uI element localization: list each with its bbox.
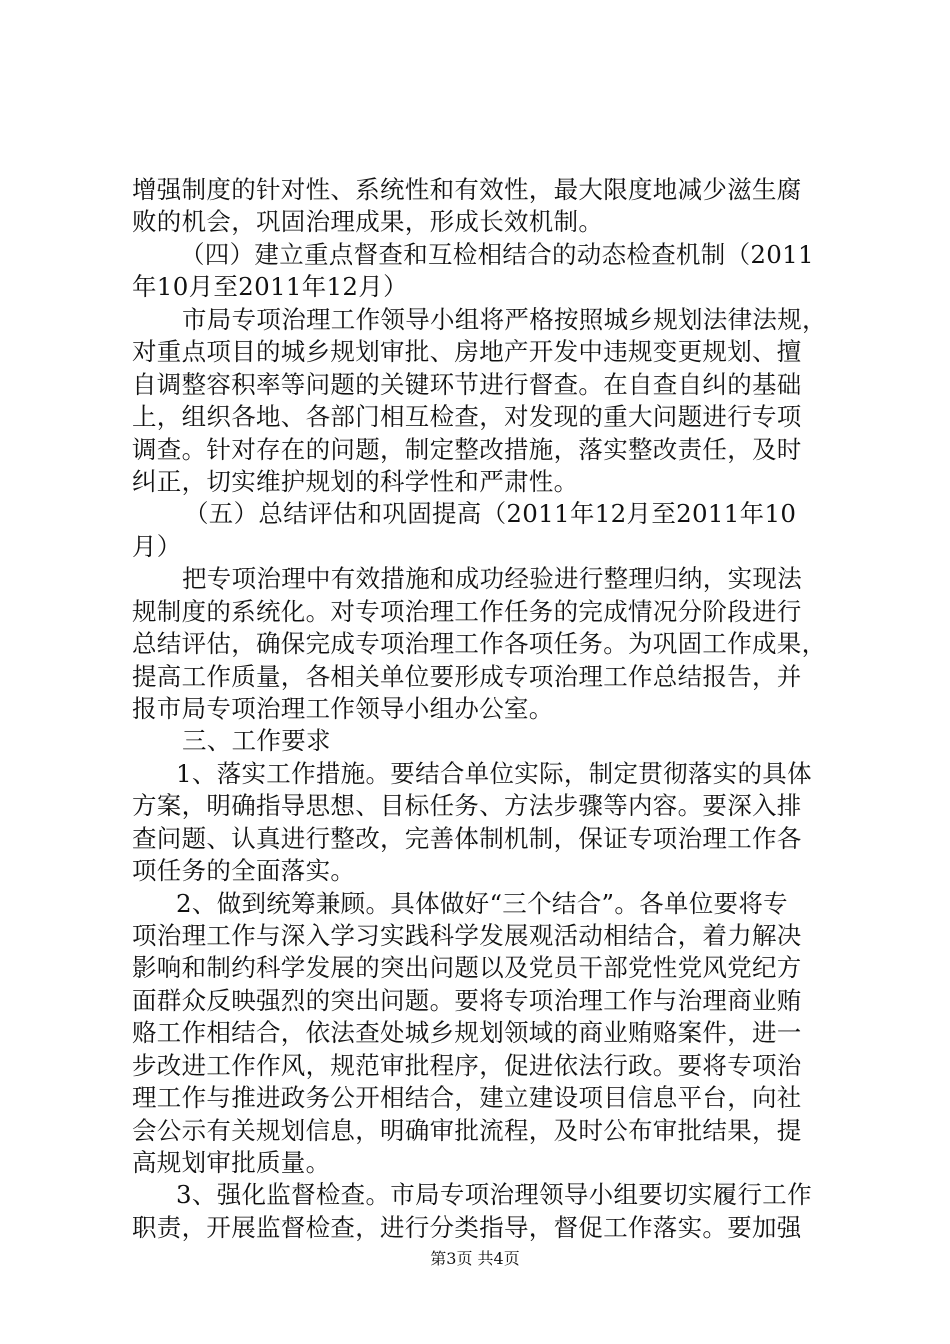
text-line: 高规划审批质量。 [132,1148,331,1177]
text-line: 把专项治理中有效措施和成功经验进行整理归纳，实现法 [182,564,802,593]
text-line: 2、做到统筹兼顾。具体做好“三个结合”。各单位要将专 [176,889,788,918]
text-line: （五）总结评估和巩固提高（2011年12月至2011年10 [184,499,797,528]
text-line: 市局专项治理工作领导小组将严格按照城乡规划法律法规， [182,305,827,334]
text-line: 项任务的全面落实。 [132,856,356,885]
text-line: 败的机会，巩固治理成果，形成长效机制。 [132,207,604,236]
text-line: 总结评估，确保完成专项治理工作各项任务。为巩固工作成果， [132,629,827,658]
text-line: 增强制度的针对性、系统性和有效性，最大限度地减少滋生腐 [132,175,802,204]
text-line: 调查。针对存在的问题，制定整改措施，落实整改责任，及时 [132,435,802,464]
text-line: 自调整容积率等问题的关键环节进行督查。在自查自纠的基础 [132,370,802,399]
text-line: 月） [132,532,182,561]
text-line: 提高工作质量，各相关单位要形成专项治理工作总结报告，并 [132,662,802,691]
text-line: 年10月至2011年12月） [132,272,408,301]
text-line: 查问题、认真进行整改，完善体制机制，保证专项治理工作各 [132,824,802,853]
text-line: 理工作与推进政务公开相结合，建立建设项目信息平台，向社 [132,1083,802,1112]
text-line: 会公示有关规划信息，明确审批流程，及时公布审批结果，提 [132,1116,802,1145]
text-line: 对重点项目的城乡规划审批、房地产开发中违规变更规划、擅 [132,337,802,366]
text-line: （四）建立重点督查和互检相结合的动态检查机制（2011 [180,240,814,269]
text-line: 步改进工作作风，规范审批程序，促进依法行政。要将专项治 [132,1051,802,1080]
page-footer: 第3页 共4页 [430,1249,520,1268]
text-line: 赂工作相结合，依法查处城乡规划领域的商业贿赂案件，进一 [132,1018,802,1047]
text-line: 方案，明确指导思想、目标任务、方法步骤等内容。要深入排 [132,791,802,820]
text-line: 面群众反映强烈的突出问题。要将专项治理工作与治理商业贿 [132,986,802,1015]
text-line: 影响和制约科学发展的突出问题以及党员干部党性党风党纪方 [132,953,802,982]
text-line: 报市局专项治理工作领导小组办公室。 [132,694,554,723]
text-line: 职责，开展监督检查，进行分类指导，督促工作落实。要加强 [132,1213,802,1242]
text-line: 上，组织各地、各部门相互检查，对发现的重大问题进行专项 [132,402,802,431]
text-line: 项治理工作与深入学习实践科学发展观活动相结合，着力解决 [132,921,802,950]
section-heading: 三、工作要求 [182,726,331,755]
text-line: 1、落实工作措施。要结合单位实际，制定贯彻落实的具体 [176,759,812,788]
text-line: 3、强化监督检查。市局专项治理领导小组要切实履行工作 [176,1180,812,1209]
text-line: 纠正，切实维护规划的科学性和严肃性。 [132,467,579,496]
text-line: 规制度的系统化。对专项治理工作任务的完成情况分阶段进行 [132,597,802,626]
